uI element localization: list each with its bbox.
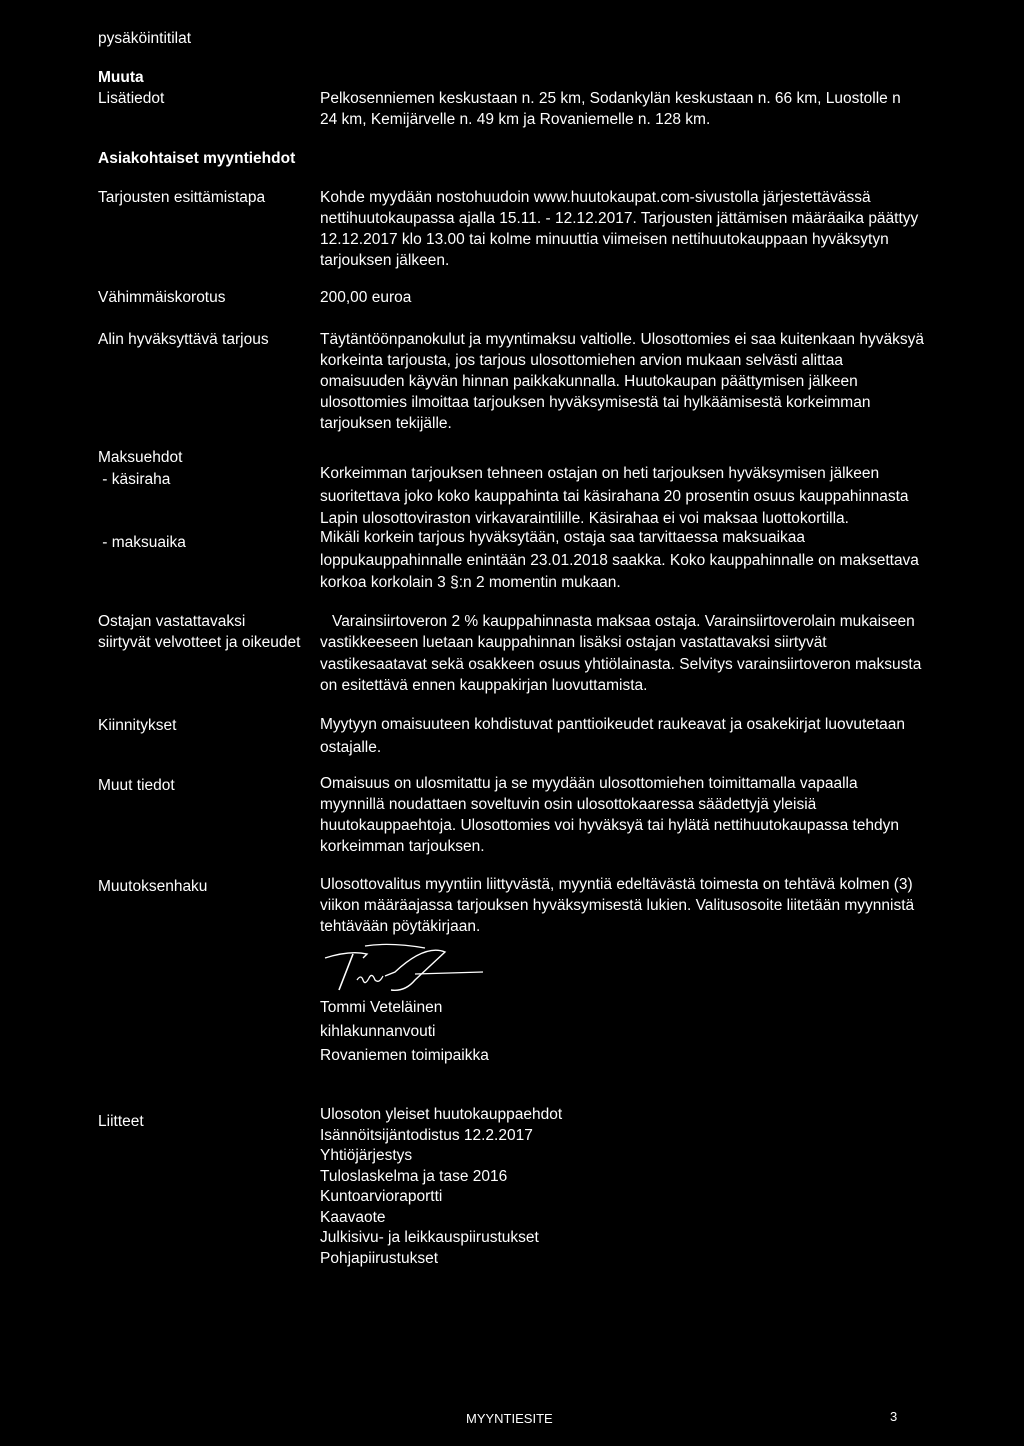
payment-label: Maksuehdot xyxy=(98,449,183,466)
list-item: Yhtiöjärjestys xyxy=(320,1147,413,1164)
offer-place-text xyxy=(320,187,980,271)
text-line: tehtävään pöytäkirjaan. xyxy=(320,918,481,935)
buyer-obligations-text xyxy=(320,632,980,697)
min-increment-value: 200,00 euroa xyxy=(320,289,412,306)
text-line: Lapin ulosottoviraston virkavaraintilille. Käsirahaa ei voi maksaa luottokortilla. xyxy=(320,510,849,527)
text-line: huutokauppaehtoja. Ulosottomies voi hyväksyä tai hylätä nettihuutokaupassa tehdyn xyxy=(320,817,900,834)
text-line: on esitettävä ennen kauppakirjan luovuttamista. xyxy=(320,677,648,694)
deposit-label: - käsiraha xyxy=(98,471,171,488)
lowest-offer-text xyxy=(320,329,980,434)
lisatiedot-label: Lisätiedot xyxy=(98,90,165,107)
section-heading-sale-terms: Asiakohtaiset myyntiehdot xyxy=(98,150,296,167)
text-line: omaisuuden käyvän hinnan paikkakunnalla. Huutokaupan päättymisen jälkeen xyxy=(320,373,858,390)
list-item: Isännöitsijäntodistus 12.2.2017 xyxy=(320,1126,533,1144)
list-item: Tuloslaskelma ja tase 2016 xyxy=(320,1167,508,1185)
list-item: Kaavaote xyxy=(320,1208,386,1226)
text-line: Ulosottovalitus myyntiin liittyvästä, myyntiä edeltävästä toimesta on tehtävä kolmen (3) xyxy=(320,876,913,893)
text-line: Myytyyn omaisuuteen kohdistuvat panttioikeudet raukeavat ja osakekirjat luovutetaan xyxy=(320,716,906,733)
buyer-obligations-line-first: Varainsiirtoveron 2 % kauppahinnasta maksaa ostaja. Varainsiirtoverolain mukaiseen xyxy=(332,613,915,630)
text-line: Pelkosenniemen keskustaan n. 25 km, Sodankylän keskustaan n. 66 km, Luostolle n xyxy=(320,90,901,107)
text-line: vastikesaatavat sekä osakkeen osuus yhtiölainasta. Selvitys varainsiirtoveron maksusta xyxy=(320,655,922,673)
list-item: Pohjapiirustukset xyxy=(320,1249,439,1267)
text-line: 24 km, Kemijärvelle n. 49 km ja Rovaniemelle n. 128 km. xyxy=(320,111,711,128)
signer-name: Tommi Veteläinen xyxy=(320,999,443,1016)
encumbrance-label: Kiinnitykset xyxy=(98,717,177,734)
footer-title: MYYNTIESITE xyxy=(466,1411,553,1426)
text-line: 12.12.2017 klo 13.00 tai kolme minuuttia viimeisen nettihuutokauppaan hyväksytyn xyxy=(320,231,889,248)
appeal-text xyxy=(320,874,980,937)
text-line: Mikäli korkein tarjous hyväksytään, ostaja saa tarvittaessa maksuaikaa xyxy=(320,529,806,546)
appeal-label: Muutoksenhaku xyxy=(98,878,208,895)
text-line: Omaisuus on ulosmitattu ja se myydään ulosottomiehen toimittamalla vapaalla xyxy=(320,775,858,792)
parking-label: pysäköintitilat xyxy=(98,30,192,47)
buyer-obligations-label-2: siirtyvät velvotteet ja oikeudet xyxy=(98,634,301,651)
text-line: nettihuutokaupassa ajalla 15.11. - 12.12.2017. Tarjousten jättämisen määräaika päättyy xyxy=(320,210,919,227)
text-line: tarjouksen tekijälle. xyxy=(320,415,452,432)
signer-office: Rovaniemen toimipaikka xyxy=(320,1047,489,1064)
buyer-obligations-label-1: Ostajan vastattavaksi xyxy=(98,613,246,630)
text-line: vastikkeeseen luetaan kauppahinnan lisäksi ostajan vastattavaksi siirtyvät xyxy=(320,634,827,651)
text-line: myynnillä noudattaen soveltuvin osin ulosottokaaressa säädettyjä yleisiä xyxy=(320,796,817,813)
text-line: korkeimman tarjouksen. xyxy=(320,838,485,855)
text-line: Täytäntöönpanokulut ja myyntimaksu valtiolle. Ulosottomies ei saa kuitenkaan hyväksyä xyxy=(320,331,924,348)
other-info-text xyxy=(320,773,980,857)
lowest-offer-label: Alin hyväksyttävä tarjous xyxy=(98,331,269,348)
list-item: Ulosoton yleiset huutokauppaehdot xyxy=(320,1106,563,1123)
encumbrance-text xyxy=(320,713,980,759)
attachments-list xyxy=(320,1105,562,1269)
text-line: viikon määräajassa tarjouksen hyväksymisestä lukien. Valitusosoite liitetään myynnistä xyxy=(320,897,915,914)
text-line: suoritettava joko koko kauppahinta tai käsirahana 20 prosentin osuus kauppahinnasta xyxy=(320,487,909,505)
text-line: tarjouksen jälkeen. xyxy=(320,252,450,269)
offer-place-label: Tarjousten esittämistapa xyxy=(98,189,266,206)
page-number: 3 xyxy=(890,1409,898,1424)
signer-title: kihlakunnanvouti xyxy=(320,1023,436,1040)
list-item: Kuntoarvioraportti xyxy=(320,1188,443,1205)
min-increment-label: Vähimmäiskorotus xyxy=(98,289,226,306)
text-line: korkeinta tarjousta, jos tarjous ulosottomiehen arvion mukaan selvästi alittaa xyxy=(320,352,843,369)
section-heading-muuta: Muuta xyxy=(98,69,144,86)
other-info-label: Muut tiedot xyxy=(98,777,175,794)
text-line: Kohde myydään nostohuudoin www.huutokaupat.com-sivustolla järjestettävässä xyxy=(320,189,871,206)
text-line: Korkeimman tarjouksen tehneen ostajan on heti tarjouksen hyväksymisen jälkeen xyxy=(320,465,880,482)
text-line: ostajalle. xyxy=(320,739,382,756)
attachments-label: Liitteet xyxy=(98,1113,144,1130)
text-line: loppukauppahinnalle enintään 23.01.2018 saakka. Koko kauppahinnalle on maksettava xyxy=(320,551,919,569)
pay-time-text xyxy=(320,527,980,595)
lisatiedot-text xyxy=(320,88,980,130)
pay-time-label: - maksuaika xyxy=(98,534,186,551)
text-line: korkoa korkolain 3 §:n 2 momentin mukaan. xyxy=(320,574,621,591)
handwritten-signature xyxy=(305,940,495,1000)
list-item: Julkisivu- ja leikkauspiirustukset xyxy=(320,1229,539,1246)
text-line: ulosottomies ilmoittaa tarjouksen hyväksymisestä tai hylkäämisestä korkeimman xyxy=(320,394,871,411)
deposit-text xyxy=(320,463,980,531)
